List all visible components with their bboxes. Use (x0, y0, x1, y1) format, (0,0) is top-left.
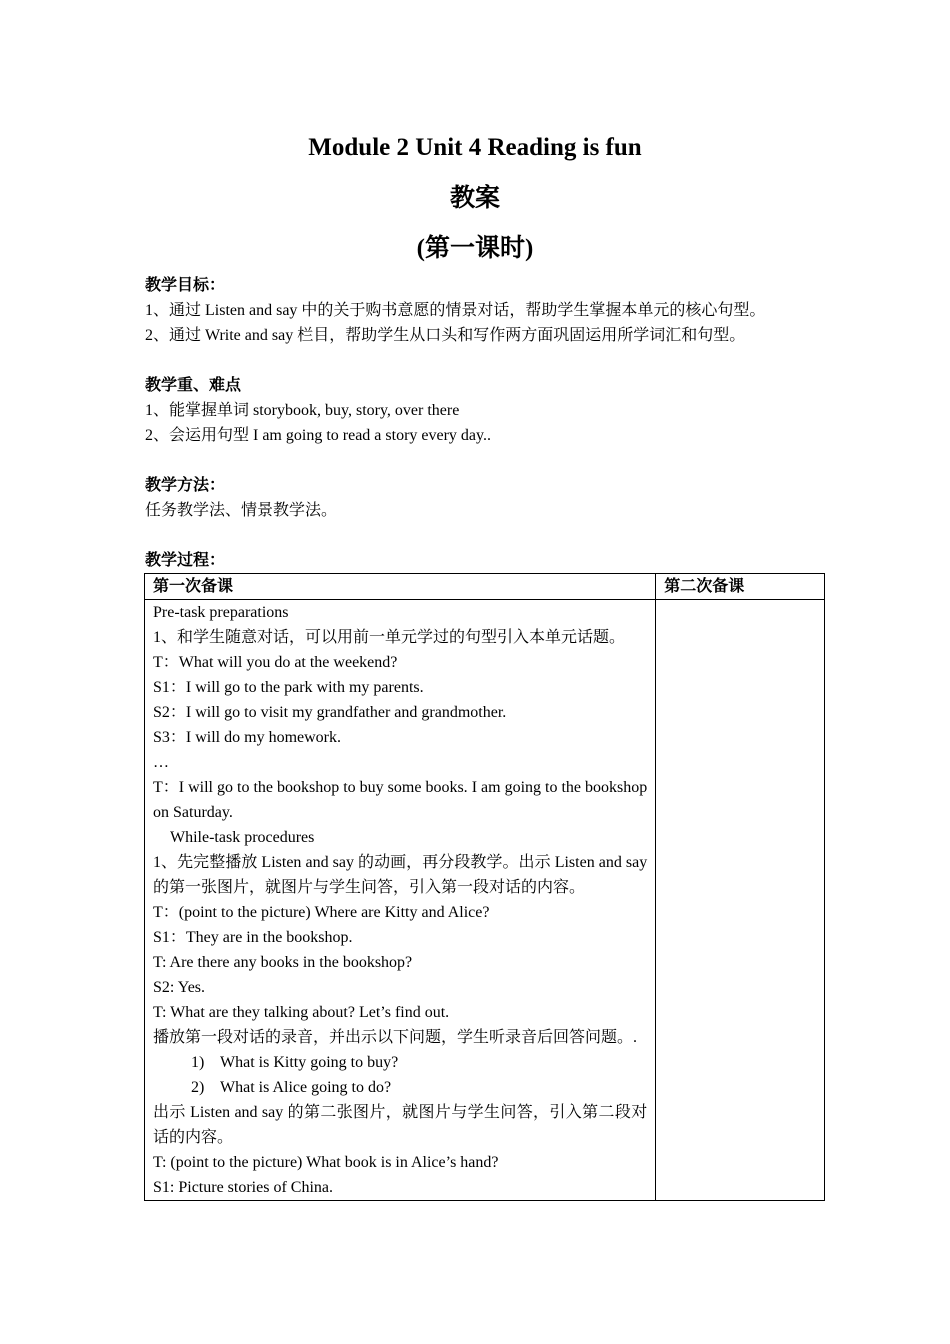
dialogue-line: S1: Picture stories of China. (153, 1179, 333, 1196)
spacer (145, 448, 825, 473)
second-preparation-header: 第二次备课 (656, 574, 825, 600)
objective-item: 1、通过 Listen and say 中的关于购书意愿的情景对话，帮助学生掌握本单元的核心句型。 (145, 302, 766, 319)
document-subtitle: 教案 (449, 185, 500, 212)
document-title: Module 2 Unit 4 Reading is fun (308, 134, 642, 161)
dialogue-line: S3：I will do my homework. (153, 729, 341, 746)
dialogue-line: T: Are there any books in the bookshop? (153, 954, 413, 971)
lesson-period: (第一课时) (416, 235, 534, 262)
dialogue-line: S1：They are in the bookshop. (153, 929, 353, 946)
process-table (144, 573, 825, 1201)
dialogue-line: T：(point to the picture) Where are Kitty and Alice? (153, 904, 490, 921)
question-number: 2) (191, 1079, 205, 1096)
step-text: 出示 Listen and say 的第二张图片，就图片与学生问答，引入第二段对话的内容。 (153, 1104, 648, 1146)
first-preparation-cell (145, 600, 656, 1201)
question-text: What is Alice going to do? (220, 1079, 392, 1096)
objective-item: 2、通过 Write and say 栏目，帮助学生从口头和写作两方面巩固运用所学词汇和句型。 (145, 327, 746, 344)
dialogue-line: S1：I will go to the park with my parents. (153, 679, 424, 696)
second-preparation-cell (656, 600, 825, 1201)
first-preparation-header: 第一次备课 (145, 574, 656, 600)
key-points-heading: 教学重、难点 (145, 377, 242, 394)
dialogue-line: T: What are they talking about? Let’s find out. (153, 1004, 450, 1021)
key-point-item: 1、能掌握单词 storybook, buy, story, over there (145, 402, 460, 419)
methods-heading: 教学方法： (145, 477, 226, 494)
step-text: 1、先完整播放 Listen and say 的动画，再分段教学。出示 Listen and say 的第一张图片，就图片与学生问答，引入第一段对话的内容。 (153, 854, 648, 896)
spacer (145, 348, 825, 373)
spacer (145, 523, 825, 548)
lesson-plan-body (145, 273, 825, 573)
table-row (145, 600, 825, 1201)
question-item (153, 1075, 647, 1100)
section-title: Pre-task preparations (153, 604, 289, 621)
methods-text: 任务教学法、情景教学法。 (145, 502, 338, 519)
dialogue-line: T：What will you do at the weekend? (153, 654, 398, 671)
table-header-row (145, 574, 825, 600)
dialogue-line: T：I will go to the bookshop to buy some books. I am going to the bookshop on Saturday. (153, 779, 648, 821)
question-number: 1) (191, 1054, 205, 1071)
key-point-item: 2、会运用句型 I am going to read a story every day.. (145, 427, 491, 444)
question-item (153, 1050, 647, 1075)
dialogue-line: T: (point to the picture) What book is in Alice’s hand? (153, 1154, 499, 1171)
dialogue-line: S2: Yes. (153, 979, 206, 996)
process-heading: 教学过程： (145, 552, 226, 569)
dialogue-line: S2：I will go to visit my grandfather and grandmother. (153, 704, 507, 721)
step-text: 播放第一段对话的录音，并出示以下问题，学生听录音后回答问题。. (153, 1029, 638, 1046)
question-text: What is Kitty going to buy? (220, 1054, 399, 1071)
step-text: 1、和学生随意对话，可以用前一单元学过的句型引入本单元话题。 (153, 629, 626, 646)
section-title: While-task procedures (170, 829, 315, 846)
ellipsis: … (153, 754, 169, 771)
objectives-heading: 教学目标： (145, 277, 226, 294)
